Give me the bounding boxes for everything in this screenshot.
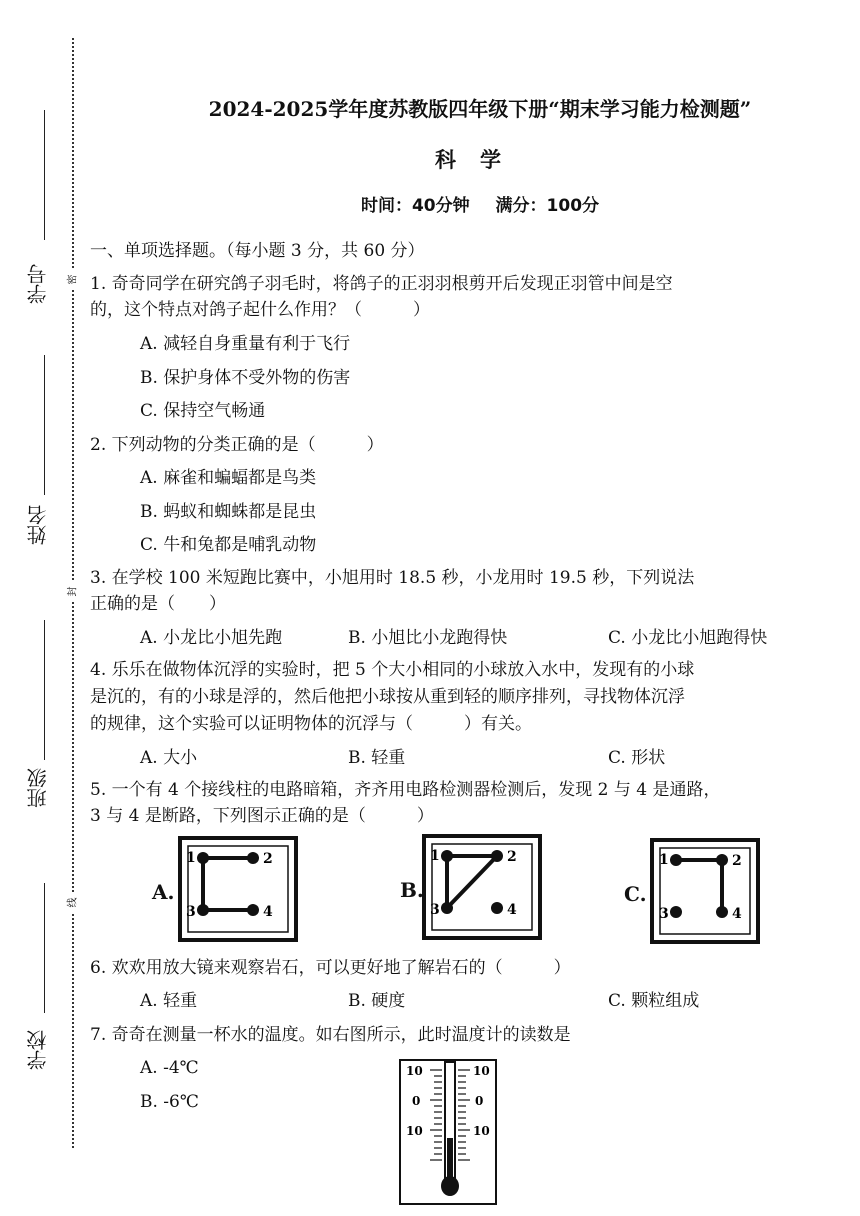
school-line[interactable] <box>44 883 45 1013</box>
question-3-option-a[interactable]: A. 小龙比小旭先跑 <box>140 628 283 648</box>
terminal-label-2: 2 <box>263 851 273 867</box>
terminal-label-4: 4 <box>732 906 742 922</box>
class-line[interactable] <box>44 620 45 760</box>
seal-char-mi: 密 <box>66 270 76 289</box>
question-4-option-a[interactable]: A. 大小 <box>140 748 198 768</box>
circuit-figure-a[interactable] <box>150 836 328 946</box>
question-4-option-c[interactable]: C. 形状 <box>608 748 666 768</box>
question-4-line-3: 的规律，这个实验可以证明物体的沉浮与（ ）有关。 <box>90 714 532 734</box>
thermometer-bulb <box>441 1176 459 1196</box>
terminal-label-3: 3 <box>430 902 440 918</box>
terminal-3 <box>670 906 682 918</box>
exam-title: 2024-2025学年度苏教版四年级下册“期末学习能力检测题” <box>208 97 752 121</box>
question-2-line-1: 2. 下列动物的分类正确的是（ ） <box>90 435 384 455</box>
terminal-label-3: 3 <box>659 906 669 922</box>
terminal-2 <box>716 854 728 866</box>
scale-left-zero: 0 <box>412 1094 421 1108</box>
terminal-label-4: 4 <box>263 904 273 920</box>
question-7-option-b[interactable]: B. -6℃ <box>140 1092 199 1112</box>
terminal-1 <box>441 850 453 862</box>
thermometer-diagram <box>396 1058 506 1208</box>
circuit-diagram-b <box>422 834 572 944</box>
question-7-line-1: 7. 奇奇在测量一杯水的温度。如右图所示，此时温度计的读数是 <box>90 1025 571 1045</box>
question-2-option-b[interactable]: B. 蚂蚁和蜘蛛都是昆虫 <box>140 502 317 522</box>
question-3-line-2: 正确的是（ ） <box>90 594 226 614</box>
terminal-4 <box>716 906 728 918</box>
subject-title: 科学 <box>435 147 525 172</box>
seal-char-xian: 线 <box>66 893 76 912</box>
scale-right-zero: 0 <box>475 1094 484 1108</box>
exam-score: 满分：100分 <box>495 196 600 216</box>
terminal-1 <box>197 852 209 864</box>
question-2-option-c[interactable]: C. 牛和兔都是哺乳动物 <box>140 535 317 555</box>
terminal-label-3: 3 <box>186 904 196 920</box>
question-4-line-1: 4. 乐乐在做物体沉浮的实验时，把 5 个大小相同的小球放入水中，发现有的小球 <box>90 660 695 680</box>
question-1-option-b[interactable]: B. 保护身体不受外物的伤害 <box>140 368 351 388</box>
figure-a-label: A. <box>152 880 175 904</box>
terminal-3 <box>441 902 453 914</box>
scale-left-top: 10 <box>406 1064 423 1078</box>
scale-right-bottom: 10 <box>473 1124 490 1138</box>
terminal-label-1: 1 <box>430 848 440 864</box>
student-id-line[interactable] <box>44 110 45 240</box>
question-6-option-b[interactable]: B. 硬度 <box>348 991 406 1011</box>
question-6-option-c[interactable]: C. 颗粒组成 <box>608 991 700 1011</box>
school-label: 学校 <box>26 1030 50 1070</box>
terminal-4 <box>491 902 503 914</box>
name-label: 姓名 <box>26 505 50 545</box>
terminal-2 <box>491 850 503 862</box>
question-3-option-b[interactable]: B. 小旭比小龙跑得快 <box>348 628 508 648</box>
student-id-label: 学号 <box>26 264 50 304</box>
question-6-line-1: 6. 欢欢用放大镜来观察岩石，可以更好地了解岩石的（ ） <box>90 958 571 978</box>
circuit-diagram-c <box>650 838 800 948</box>
terminal-label-1: 1 <box>659 852 669 868</box>
question-4-line-2: 是沉的，有的小球是浮的，然后他把小球按从重到轻的顺序排列，寻找物体沉浮 <box>90 687 685 707</box>
question-6-option-a[interactable]: A. 轻重 <box>140 991 198 1011</box>
terminal-label-1: 1 <box>186 850 196 866</box>
question-1-line-2: 的，这个特点对鸽子起什么作用？（ ） <box>90 300 430 320</box>
name-line[interactable] <box>44 355 45 495</box>
question-5-line-1: 5. 一个有 4 个接线柱的电路暗箱，齐齐用电路检测器检测后，发现 2 与 4 是通路， <box>90 780 721 800</box>
figure-b-label: B. <box>400 878 424 902</box>
terminal-2 <box>247 852 259 864</box>
circuit-figure-c[interactable] <box>624 838 800 948</box>
terminal-label-2: 2 <box>732 853 742 869</box>
question-2-option-a[interactable]: A. 麻雀和蝙蝠都是鸟类 <box>140 468 317 488</box>
thermometer-figure <box>396 1058 506 1212</box>
section-heading: 一、单项选择题。（每小题 3 分，共 60 分） <box>90 241 425 261</box>
wire-3-2 <box>447 856 497 908</box>
terminal-4 <box>247 904 259 916</box>
mercury-column <box>447 1138 453 1180</box>
question-5-line-2: 3 与 4 是断路，下列图示正确的是（ ） <box>90 806 434 826</box>
question-1-option-c[interactable]: C. 保持空气畅通 <box>140 401 266 421</box>
question-7-option-a[interactable]: A. -4℃ <box>140 1058 199 1078</box>
scale-right-top: 10 <box>473 1064 490 1078</box>
circuit-diagram-a <box>178 836 328 946</box>
question-1-option-a[interactable]: A. 减轻自身重量有利于飞行 <box>140 334 351 354</box>
exam-time: 时间：40分钟 <box>360 196 470 216</box>
terminal-3 <box>197 904 209 916</box>
figure-c-label: C. <box>624 882 647 906</box>
exam-meta <box>100 191 860 216</box>
seal-char-feng: 封 <box>66 582 76 601</box>
question-1-line-1: 1. 奇奇同学在研究鸽子羽毛时，将鸽子的正羽羽根剪开后发现正羽管中间是空 <box>90 274 673 294</box>
class-label: 班级 <box>26 768 50 808</box>
scale-left-bottom: 10 <box>406 1124 423 1138</box>
terminal-1 <box>670 854 682 866</box>
circuit-figure-b[interactable] <box>398 834 572 944</box>
question-3-option-c[interactable]: C. 小龙比小旭跑得快 <box>608 628 768 648</box>
question-3-line-1: 3. 在学校 100 米短跑比赛中，小旭用时 18.5 秒，小龙用时 19.5 秒，下列说法 <box>90 568 695 588</box>
question-4-option-b[interactable]: B. 轻重 <box>348 748 406 768</box>
terminal-label-2: 2 <box>507 849 517 865</box>
terminal-label-4: 4 <box>507 902 517 918</box>
